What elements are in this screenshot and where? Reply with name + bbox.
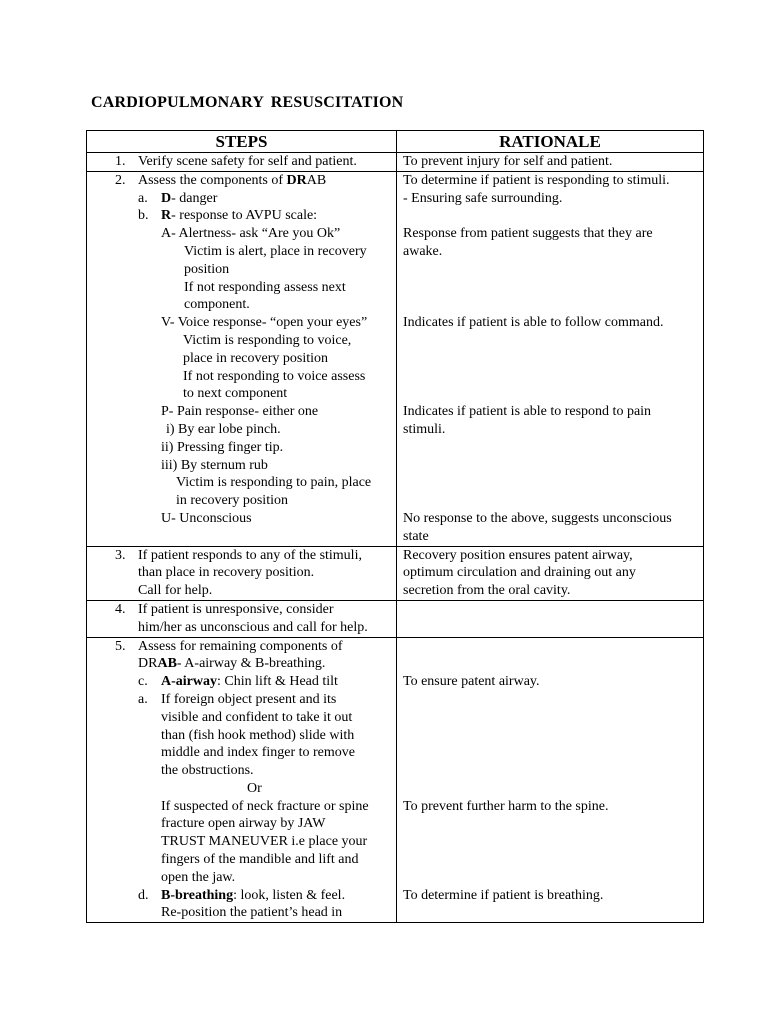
document-title: CARDIOPULMONARY RESUSCITATION: [91, 94, 404, 111]
step-text: TRUST MANEUVER i.e place your: [161, 834, 368, 850]
step-text: : Chin lift & Head tilt: [217, 674, 338, 690]
step-text: than (fish hook method) slide with: [161, 727, 355, 743]
step-line: [87, 619, 392, 637]
spacer: [403, 368, 699, 386]
step-text: Victim is alert, place in recovery: [184, 243, 367, 259]
steps-cell: [87, 171, 397, 546]
step-line: [87, 457, 392, 475]
step-line: [87, 172, 392, 190]
spacer: [403, 655, 699, 673]
step-line: [87, 601, 392, 619]
table-row: [87, 153, 704, 172]
spacer: [403, 350, 699, 368]
rationale-line: To determine if patient is responding to stimuli.: [403, 172, 670, 188]
step-line: [87, 296, 392, 314]
spacer: [403, 279, 699, 297]
step-line: [87, 350, 392, 368]
step-text: visible and confident to take it out: [161, 709, 353, 725]
spacer: [403, 815, 699, 833]
step-text: - danger: [171, 190, 218, 206]
step-marker: 4.: [115, 601, 126, 617]
step-emphasis: D: [161, 190, 172, 206]
spacer: [403, 833, 699, 851]
steps-column-header: STEPS: [87, 131, 397, 153]
step-text: P- Pain response- either one: [161, 404, 319, 420]
step-line: [87, 582, 392, 600]
rationale-line: Recovery position ensures patent airway,: [403, 547, 633, 563]
step-line: [87, 314, 392, 332]
rationale-cell: [397, 153, 704, 172]
step-line: [87, 851, 392, 869]
step-marker: 1.: [115, 154, 126, 169]
step-text: open the jaw.: [161, 869, 236, 885]
step-text: If not responding assess next: [184, 279, 346, 295]
step-line: [87, 815, 392, 833]
step-text: If not responding to voice assess: [183, 368, 366, 384]
step-line: [87, 780, 392, 798]
step-text: Victim is responding to pain, place: [176, 475, 372, 491]
rationale-line: stimuli.: [403, 421, 446, 437]
step-marker: 5.: [115, 638, 126, 654]
step-marker: a.: [138, 190, 148, 206]
rationale-cell: [397, 637, 704, 923]
step-marker: b.: [138, 208, 149, 224]
step-line: [87, 261, 392, 279]
spacer: [403, 492, 699, 510]
step-text: Verify scene safety for self and patient.: [138, 154, 357, 169]
step-line: [87, 691, 392, 709]
step-text: A- Alertness- ask “Are you Ok”: [161, 226, 341, 242]
table-body: [87, 153, 704, 923]
step-marker: d.: [138, 887, 149, 903]
step-text: Re-position the patient’s head in: [161, 905, 343, 921]
step-text: fracture open airway by JAW: [161, 816, 326, 832]
spacer: [403, 709, 699, 727]
step-text: than place in recovery position.: [138, 565, 315, 581]
step-text: component.: [184, 297, 250, 313]
spacer: [403, 780, 699, 798]
step-text: ii) Pressing finger tip.: [161, 439, 284, 455]
spacer: [403, 261, 699, 279]
step-text: Assess for remaining components of: [138, 638, 343, 654]
step-text: - response to AVPU scale:: [171, 208, 318, 224]
step-line: [87, 439, 392, 457]
rationale-cell: [397, 171, 704, 546]
step-line: [87, 798, 392, 816]
step-line: [87, 243, 392, 261]
rationale-line: Indicates if patient is able to respond to pain: [403, 404, 652, 420]
rationale-line: To prevent injury for self and patient.: [403, 154, 613, 169]
step-line: [87, 207, 392, 225]
cpr-steps-table: [86, 130, 704, 923]
spacer: [403, 851, 699, 869]
steps-cell: [87, 600, 397, 637]
rationale-cell: [397, 600, 704, 637]
spacer: [403, 691, 699, 709]
step-line: [87, 638, 392, 656]
rationale-cell: [397, 546, 704, 600]
step-line: [87, 403, 392, 421]
step-text: - A-airway & B-breathing.: [176, 656, 326, 672]
step-line: [87, 332, 392, 350]
step-emphasis: A-airway: [161, 674, 217, 690]
step-line: [87, 510, 392, 528]
step-emphasis: B-breathing: [161, 887, 234, 903]
table-row: [87, 546, 704, 600]
rationale-column-header: RATIONALE: [397, 131, 704, 153]
step-text: Victim is responding to voice,: [183, 332, 352, 348]
step-line: [87, 190, 392, 208]
rationale-line: To ensure patent airway.: [403, 674, 540, 690]
table-row: [87, 171, 704, 546]
step-text: If suspected of neck fracture or spine: [161, 798, 369, 814]
step-text: in recovery position: [176, 493, 288, 509]
step-text: iii) By sternum rub: [161, 457, 268, 473]
step-line: [87, 368, 392, 386]
step-line: [87, 869, 392, 887]
step-line: [87, 673, 392, 691]
step-line: [87, 153, 392, 171]
spacer: [403, 638, 699, 656]
step-line: [87, 492, 392, 510]
steps-cell: [87, 153, 397, 172]
step-line: [87, 279, 392, 297]
spacer: [403, 869, 699, 887]
step-text: fingers of the mandible and lift and: [161, 852, 359, 868]
step-line: [87, 887, 392, 905]
table-row: [87, 600, 704, 637]
step-text: i) By ear lobe pinch.: [166, 421, 281, 437]
spacer: [403, 762, 699, 780]
step-line: [87, 421, 392, 439]
rationale-line: To prevent further harm to the spine.: [403, 798, 609, 814]
step-text: Or: [247, 780, 262, 796]
step-text: V- Voice response- “open your eyes”: [161, 315, 368, 331]
spacer: [403, 457, 699, 475]
rationale-line: No response to the above, suggests unconscious: [403, 510, 672, 526]
step-text: to next component: [183, 386, 288, 402]
step-text: If patient is unresponsive, consider: [138, 601, 334, 617]
step-line: [87, 904, 392, 922]
step-line: [87, 564, 392, 582]
step-emphasis: R: [161, 208, 172, 224]
spacer: [403, 296, 699, 314]
spacer: [403, 332, 699, 350]
spacer: [403, 385, 699, 403]
step-line: [87, 474, 392, 492]
spacer: [403, 727, 699, 745]
rationale-line: awake.: [403, 243, 443, 259]
step-text: AB: [306, 172, 327, 188]
steps-cell: [87, 637, 397, 923]
step-text: place in recovery position: [183, 350, 329, 366]
spacer: [403, 474, 699, 492]
step-text: him/her as unconscious and call for help.: [138, 619, 368, 635]
step-line: [87, 709, 392, 727]
step-line: [87, 744, 392, 762]
step-text: Call for help.: [138, 583, 213, 599]
step-line: [87, 547, 392, 565]
step-text: U- Unconscious: [161, 510, 252, 526]
rationale-line: state: [403, 528, 429, 544]
rationale-line: - Ensuring safe surrounding.: [403, 190, 563, 206]
rationale-line: optimum circulation and draining out any: [403, 565, 636, 581]
rationale-line: Indicates if patient is able to follow command.: [403, 315, 664, 331]
step-text: If foreign object present and its: [161, 691, 337, 707]
step-marker: a.: [138, 691, 148, 707]
step-marker: 2.: [115, 172, 126, 188]
step-emphasis: DR: [286, 172, 307, 188]
step-marker: c.: [138, 674, 148, 690]
step-text: middle and index finger to remove: [161, 745, 355, 761]
steps-cell: [87, 546, 397, 600]
step-text: Assess the components of: [138, 172, 287, 188]
table-row: [87, 637, 704, 923]
rationale-line: To determine if patient is breathing.: [403, 887, 604, 903]
step-text: If patient responds to any of the stimuli,: [138, 547, 362, 563]
step-line: [87, 833, 392, 851]
step-text: DR: [138, 656, 158, 672]
rationale-line: secretion from the oral cavity.: [403, 583, 571, 599]
table-header-row: [87, 131, 704, 153]
step-text: the obstructions.: [161, 763, 254, 779]
step-emphasis: AB: [157, 656, 177, 672]
step-line: [87, 727, 392, 745]
step-line: [87, 762, 392, 780]
step-line: [87, 655, 392, 673]
step-text: position: [184, 261, 230, 277]
step-line: [87, 225, 392, 243]
step-text: : look, listen & feel.: [233, 887, 346, 903]
rationale-line: Response from patient suggests that they are: [403, 226, 653, 242]
step-marker: 3.: [115, 547, 126, 563]
spacer: [403, 744, 699, 762]
step-line: [87, 385, 392, 403]
spacer: [403, 439, 699, 457]
spacer: [403, 207, 699, 225]
